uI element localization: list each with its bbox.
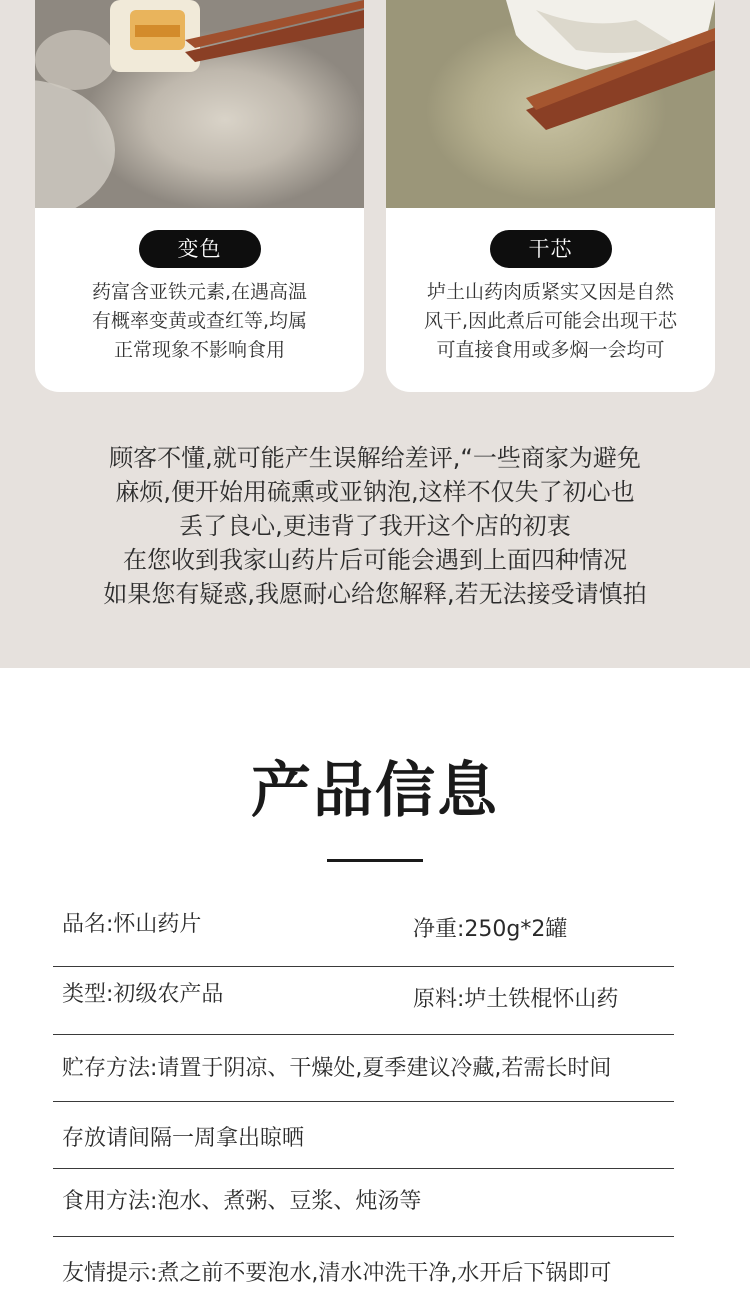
product-material: 原料:垆土铁棍怀山药	[413, 987, 619, 1012]
description-line: 药富含亚铁元素,在遇高温	[91, 281, 308, 303]
row-divider	[53, 1236, 674, 1237]
yam-slice-photo	[386, 0, 715, 208]
yam-slice-on-chopsticks-illustration	[386, 0, 715, 208]
discoloration-badge: 变色	[139, 230, 261, 268]
description-line: 正常现象不影响食用	[113, 339, 285, 361]
product-name: 品名:怀山药片	[62, 912, 202, 937]
dry-core-card	[386, 0, 715, 392]
notice-line: 在您收到我家山药片后可能会遇到上面四种情况	[123, 546, 627, 574]
usage-method: 食用方法:泡水、煮粥、豆浆、炖汤等	[62, 1189, 422, 1214]
title-divider	[327, 859, 423, 862]
storage-method-continued: 存放请间隔一周拿出晾晒	[62, 1126, 305, 1151]
description-line: 可直接食用或多焖一会均可	[436, 339, 665, 361]
friendly-tip: 友情提示:煮之前不要泡水,清水冲洗干净,水开后下锅即可	[62, 1261, 612, 1286]
description-line: 垆土山药肉质紧实又因是自然	[426, 281, 674, 303]
row-divider	[53, 1034, 674, 1035]
storage-method: 贮存方法:请置于阴凉、干燥处,夏季建议冷藏,若需长时间	[62, 1056, 612, 1081]
yam-slice-photo	[35, 0, 364, 208]
customer-notice	[0, 441, 750, 611]
description-line: 有概率变黄或查红等,均属	[91, 310, 308, 332]
discoloration-card	[35, 0, 364, 392]
description-line: 风干,因此煮后可能会出现干芯	[423, 310, 678, 332]
notice-line: 顾客不懂,就可能产生误解给差评,“一些商家为避免	[109, 444, 641, 472]
dry-core-badge: 干芯	[490, 230, 612, 268]
row-divider	[53, 966, 674, 967]
product-weight: 净重:250g*2罐	[413, 917, 568, 942]
row-divider	[53, 1101, 674, 1102]
product-type: 类型:初级农产品	[62, 982, 224, 1007]
notice-line: 麻烦,便开始用硫熏或亚钠泡,这样不仅失了初心也	[115, 478, 635, 506]
notice-line: 丢了良心,更违背了我开这个店的初衷	[179, 512, 571, 540]
product-info-title: 产品信息	[251, 756, 499, 826]
yam-slice-on-chopsticks-illustration	[35, 0, 364, 208]
notice-line: 如果您有疑惑,我愿耐心给您解释,若无法接受请慎拍	[103, 580, 647, 608]
dry-core-description	[386, 278, 715, 365]
discoloration-description	[35, 278, 364, 365]
row-divider	[53, 1168, 674, 1169]
